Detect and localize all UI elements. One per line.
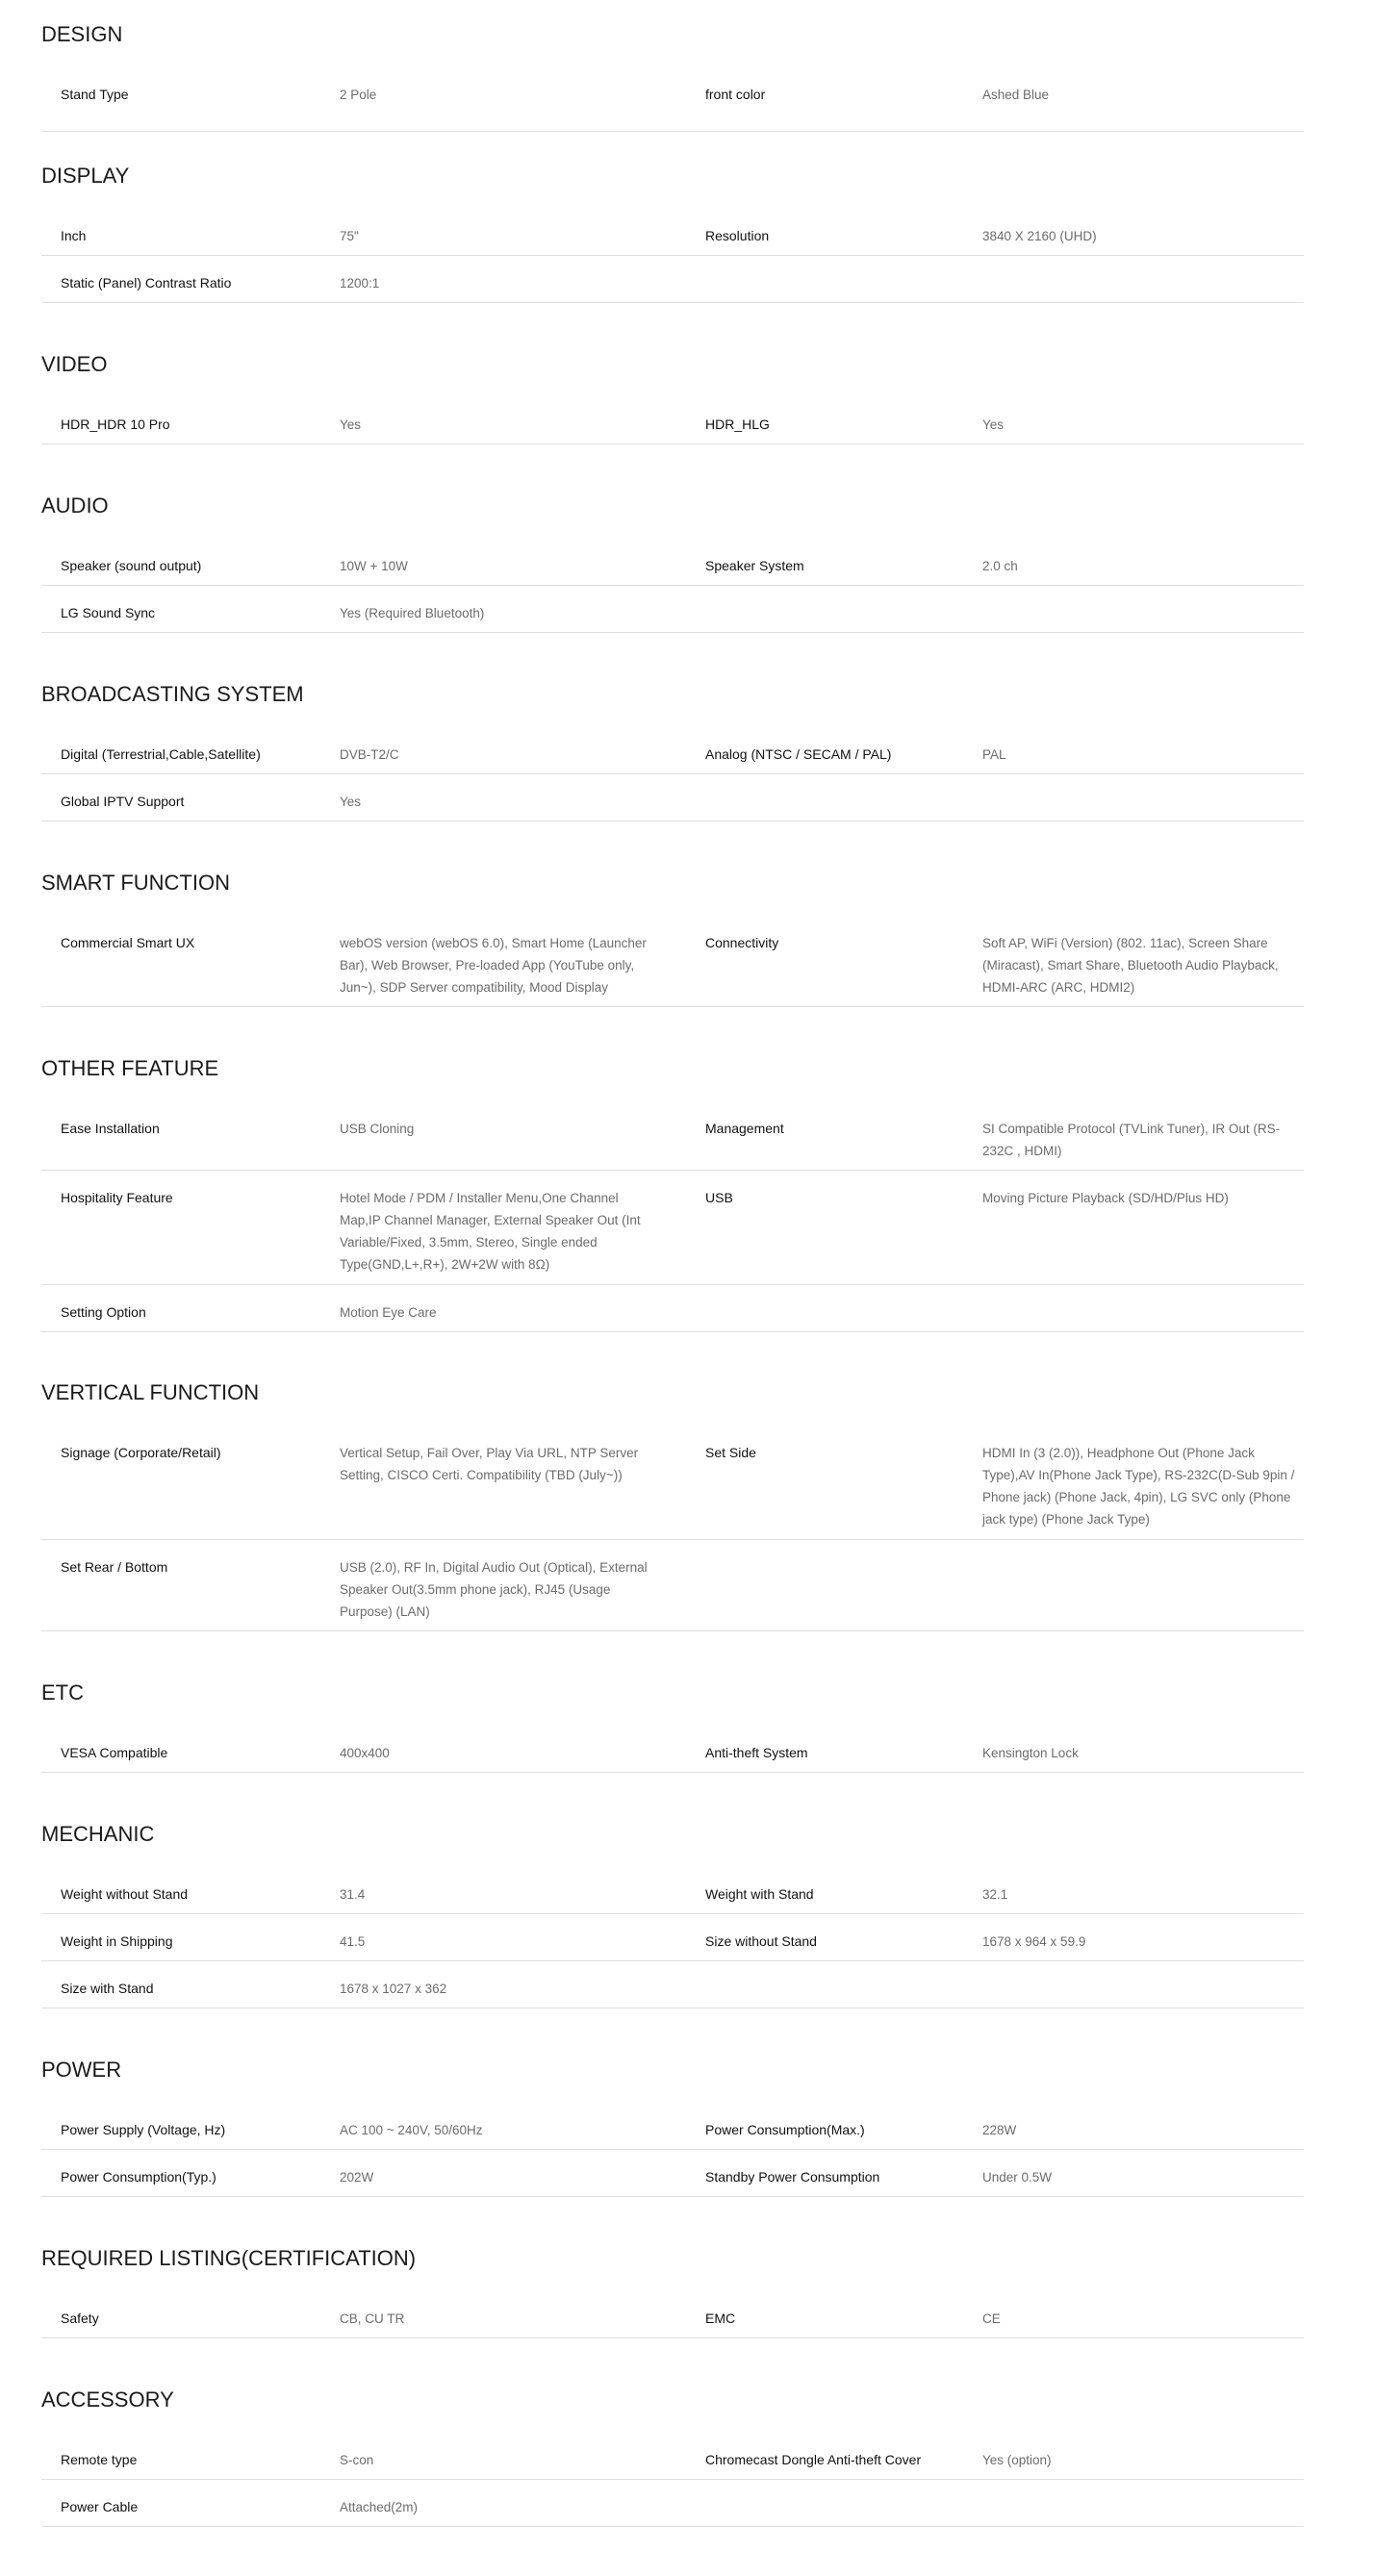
spec-value: 2.0 ch <box>982 559 1018 573</box>
spec-value: AC 100 ~ 240V, 50/60Hz <box>340 2123 483 2137</box>
spec-value: Under 0.5W <box>982 2170 1053 2185</box>
spec-label: Safety <box>61 2311 99 2326</box>
spec-label: Weight in Shipping <box>61 1933 173 1949</box>
spec-value: 202W <box>340 2170 374 2185</box>
spec-row <box>41 1961 1304 2008</box>
spec-value: 75" <box>340 229 359 243</box>
section-title: BROADCASTING SYSTEM <box>41 682 304 706</box>
spec-value: Motion Eye Care <box>340 1305 437 1320</box>
spec-value: USB (2.0), RF In, Digital Audio Out (Optical), External Speaker Out(3.5mm phone jack), RJ45 (Usage Purpose) (LAN) <box>340 1560 648 1619</box>
spec-label: Inch <box>61 228 87 243</box>
spec-value: DVB-T2/C <box>340 747 399 762</box>
spec-value: 1200:1 <box>340 276 380 290</box>
spec-row <box>41 727 1304 774</box>
spec-value: Moving Picture Playback (SD/HD/Plus HD) <box>982 1191 1229 1205</box>
spec-value: Vertical Setup, Fail Over, Play Via URL, NTP Server Setting, CISCO Certi. Compatibility (TBD (July~)) <box>340 1446 639 1482</box>
spec-row <box>41 1285 1304 1332</box>
section-title: DISPLAY <box>41 164 130 188</box>
spec-label: Stand Type <box>61 87 129 102</box>
section-title: REQUIRED LISTING(CERTIFICATION) <box>41 2246 417 2270</box>
spec-label: front color <box>705 87 766 102</box>
section-title: POWER <box>41 2058 122 2082</box>
spec-label: HDR_HDR 10 Pro <box>61 417 170 432</box>
spec-value: Yes <box>340 795 362 809</box>
spec-value: Hotel Mode / PDM / Installer Menu,One Channel Map,IP Channel Manager, External Speaker Out (Int Variable/Fixed, 3.5mm, Stereo, Single ended Type(GND,L+,R+), 2W+2W with 8Ω) <box>340 1191 641 1272</box>
spec-label: Size with Stand <box>61 1981 154 1996</box>
section-title: VERTICAL FUNCTION <box>41 1380 260 1404</box>
spec-label: Power Supply (Voltage, Hz) <box>61 2122 226 2137</box>
section-title: ACCESSORY <box>41 2387 174 2412</box>
spec-label: Setting Option <box>61 1304 146 1320</box>
spec-label: Connectivity <box>705 935 779 950</box>
spec-value: 41.5 <box>340 1934 366 1949</box>
spec-label: HDR_HLG <box>705 417 770 432</box>
spec-label: VESA Compatible <box>61 1745 168 1760</box>
spec-value: Yes <box>340 417 362 432</box>
spec-row <box>41 1426 1304 1540</box>
spec-label: Set Rear / Bottom <box>61 1559 168 1575</box>
spec-row <box>41 1171 1304 1285</box>
spec-value: Attached(2m) <box>340 2500 419 2514</box>
spec-value: webOS version (webOS 6.0), Smart Home (Launcher Bar), Web Browser, Pre-loaded App (YouTube only, Jun~), SDP Server compatibility, Mood Display <box>340 936 647 995</box>
spec-row <box>41 539 1304 586</box>
spec-label: Weight without Stand <box>61 1886 189 1902</box>
spec-label: Size without Stand <box>705 1933 817 1949</box>
spec-label: Resolution <box>705 228 770 243</box>
spec-row <box>41 2480 1304 2527</box>
spec-row <box>41 2291 1304 2338</box>
spec-value: Soft AP, WiFi (Version) (802. 11ac), Screen Share (Miracast), Smart Share, Bluetooth Audio Playback, HDMI-ARC (ARC, HDMI2) <box>982 936 1279 995</box>
spec-label: LG Sound Sync <box>61 605 156 620</box>
spec-value: 2 Pole <box>340 88 377 102</box>
spec-row <box>41 209 1304 256</box>
spec-value: S-con <box>340 2453 374 2467</box>
spec-label: EMC <box>705 2311 736 2326</box>
spec-label: Speaker (sound output) <box>61 558 202 573</box>
spec-label: Static (Panel) Contrast Ratio <box>61 275 232 290</box>
spec-label: Digital (Terrestrial,Cable,Satellite) <box>61 746 261 762</box>
spec-value: CE <box>982 2311 1001 2326</box>
spec-label: Ease Installation <box>61 1121 160 1136</box>
spec-value: 1678 x 1027 x 362 <box>340 1982 447 1996</box>
spec-value: Yes (Required Bluetooth) <box>340 606 485 620</box>
spec-label: Signage (Corporate/Retail) <box>61 1445 221 1460</box>
spec-row <box>41 774 1304 821</box>
spec-value: 31.4 <box>340 1887 366 1902</box>
spec-label: Analog (NTSC / SECAM / PAL) <box>705 746 892 762</box>
spec-label: Set Side <box>705 1445 756 1460</box>
spec-label: Management <box>705 1121 784 1136</box>
spec-value: HDMI In (3 (2.0)), Headphone Out (Phone Jack Type),AV In(Phone Jack Type), RS-232C(D-Sub 9pin / Phone jack) (Phone Jack, 4pin), LG SVC only (Phone jack type) (Phone Jack Type) <box>982 1446 1295 1527</box>
spec-value: Kensington Lock <box>982 1746 1079 1760</box>
section-title: ETC <box>41 1680 84 1705</box>
section-title: OTHER FEATURE <box>41 1056 219 1080</box>
spec-label: Anti-theft System <box>705 1745 808 1760</box>
section-title: MECHANIC <box>41 1822 155 1846</box>
section-title: AUDIO <box>41 493 109 518</box>
spec-value: Ashed Blue <box>982 88 1050 102</box>
spec-label: Standby Power Consumption <box>705 2169 880 2185</box>
spec-value: 228W <box>982 2123 1017 2137</box>
spec-value: USB Cloning <box>340 1122 415 1136</box>
spec-row <box>41 2103 1304 2150</box>
spec-row <box>41 916 1304 1007</box>
spec-value: 10W + 10W <box>340 559 408 573</box>
spec-row <box>41 586 1304 633</box>
spec-value: 32.1 <box>982 1887 1008 1902</box>
spec-row <box>41 1726 1304 1773</box>
section-title: DESIGN <box>41 22 123 46</box>
spec-label: Power Consumption(Max.) <box>705 2122 865 2137</box>
spec-row <box>41 1867 1304 1914</box>
spec-value: 400x400 <box>340 1746 390 1760</box>
spec-row <box>41 2433 1304 2480</box>
spec-label: Chromecast Dongle Anti-theft Cover <box>705 2452 922 2467</box>
spec-label: Speaker System <box>705 558 804 573</box>
spec-label: Power Cable <box>61 2499 139 2514</box>
section-title: SMART FUNCTION <box>41 871 230 895</box>
spec-label: Hospitality Feature <box>61 1190 173 1205</box>
spec-value: CB, CU TR <box>340 2311 405 2326</box>
spec-row <box>41 67 1304 132</box>
spec-row <box>41 397 1304 444</box>
spec-label: Commercial Smart UX <box>61 935 195 950</box>
section-title: VIDEO <box>41 352 108 376</box>
spec-row <box>41 1101 1304 1171</box>
spec-label: Power Consumption(Typ.) <box>61 2169 216 2185</box>
spec-value: Yes <box>982 417 1005 432</box>
spec-value: SI Compatible Protocol (TVLink Tuner), IR Out (RS-232C , HDMI) <box>982 1122 1281 1158</box>
spec-value: PAL <box>982 747 1006 762</box>
spec-value: 1678 x 964 x 59.9 <box>982 1934 1086 1949</box>
spec-label: USB <box>705 1190 733 1205</box>
spec-label: Weight with Stand <box>705 1886 814 1902</box>
spec-value: Yes (option) <box>982 2453 1052 2467</box>
spec-row <box>41 2150 1304 2197</box>
spec-row <box>41 1914 1304 1961</box>
spec-row <box>41 256 1304 303</box>
spec-label: Global IPTV Support <box>61 794 185 809</box>
spec-label: Remote type <box>61 2452 138 2467</box>
spec-value: 3840 X 2160 (UHD) <box>982 229 1097 243</box>
spec-row <box>41 1540 1304 1631</box>
